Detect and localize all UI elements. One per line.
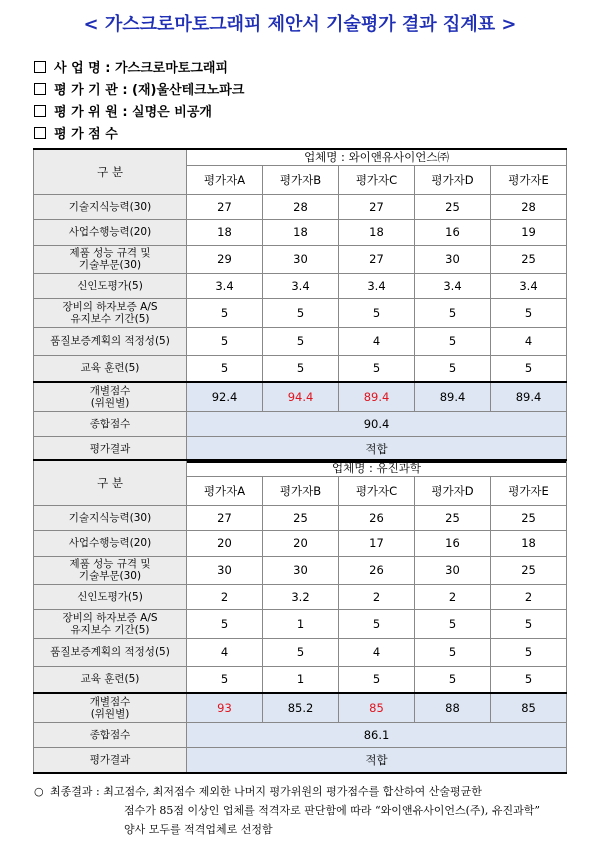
company-header: 업체명 : 와이앤유사이언스㈜ [187,149,567,165]
row-label: 사업수행능력(20) [34,219,187,245]
score-cell: 30 [263,556,339,584]
score-cell: 1 [263,609,339,638]
table-row [34,584,567,609]
score-cell: 18 [187,219,263,245]
score-cell: 5 [187,666,263,693]
individual-score-cell: 88 [415,693,491,722]
company-header: 업체명 : 유진과학 [187,460,567,476]
score-cell: 2 [415,584,491,609]
note-line: 양사 모두를 적격업체로 선정함 [124,823,273,836]
score-cell: 4 [491,327,567,355]
row-label: 종합점수 [34,722,187,747]
score-cell: 5 [263,638,339,666]
row-label: 개별점수 (위원별) [34,382,187,411]
row-label: 품질보증계획의 적정성(5) [34,327,187,355]
score-cell: 5 [491,298,567,327]
checkbox-icon [34,127,46,139]
project-info [34,58,244,146]
score-cell: 5 [415,666,491,693]
score-cell: 5 [263,327,339,355]
row-label: 종합점수 [34,411,187,436]
row-label: 장비의 하자보증 A/S 유지보수 기간(5) [34,298,187,327]
score-cell: 4 [339,327,415,355]
row-label: 평가결과 [34,436,187,462]
table-row [34,609,567,638]
table-row [34,530,567,556]
table-row [34,355,567,382]
individual-score-cell: 85.2 [263,693,339,722]
score-cell: 5 [339,298,415,327]
score-cell: 30 [263,245,339,273]
row-label: 제품 성능 규격 및 기술부문(30) [34,245,187,273]
evaluation-result: 적합 [187,436,567,462]
table-row [34,693,567,722]
score-cell: 27 [339,245,415,273]
table-row [34,722,567,747]
score-cell: 5 [339,666,415,693]
table-row [34,556,567,584]
score-cell: 20 [187,530,263,556]
score-cell: 25 [263,505,339,530]
evaluator-header: 평가자E [491,476,567,505]
score-cell: 3.2 [263,584,339,609]
score-table-company-2 [33,459,567,774]
score-cell: 28 [491,194,567,219]
note-line: 점수가 85점 이상인 업체를 적격자로 판단함에 따라 “와이앤유사이언스(주), 유진과학” [124,804,540,817]
row-label: 품질보증계획의 적정성(5) [34,638,187,666]
score-cell: 5 [339,355,415,382]
table-row [34,327,567,355]
score-cell: 30 [187,556,263,584]
score-cell: 19 [491,219,567,245]
evaluator-header: 평가자B [263,165,339,194]
individual-score-cell: 89.4 [415,382,491,411]
score-cell: 16 [415,219,491,245]
score-cell: 17 [339,530,415,556]
table-row [34,747,567,773]
row-label: 개별점수 (위원별) [34,693,187,722]
evaluator-header: 평가자D [415,165,491,194]
evaluator-header: 평가자E [491,165,567,194]
info-project-name: 사 업 명 : 가스크로마토그래피 [34,58,244,80]
score-cell: 20 [263,530,339,556]
checkbox-icon [34,83,46,95]
score-cell: 5 [187,327,263,355]
individual-score-cell-highlight: 89.4 [339,382,415,411]
individual-score-cell: 85 [491,693,567,722]
table-row [34,411,567,436]
row-label: 신인도평가(5) [34,273,187,298]
evaluation-result: 적합 [187,747,567,773]
score-cell: 3.4 [187,273,263,298]
row-label: 장비의 하자보증 A/S 유지보수 기간(5) [34,609,187,638]
score-cell: 5 [187,298,263,327]
section-header: 구 분 [34,149,187,194]
score-cell: 5 [491,666,567,693]
score-cell: 4 [339,638,415,666]
score-cell: 18 [491,530,567,556]
individual-score-cell: 89.4 [491,382,567,411]
score-cell: 25 [415,505,491,530]
table-row [34,194,567,219]
bullet-icon: ○ [34,785,44,798]
total-score: 86.1 [187,722,567,747]
score-cell: 30 [415,245,491,273]
score-cell: 5 [415,638,491,666]
score-cell: 5 [415,609,491,638]
score-cell: 2 [339,584,415,609]
row-label: 신인도평가(5) [34,584,187,609]
evaluator-header: 평가자B [263,476,339,505]
table-row [34,382,567,411]
table-row [34,666,567,693]
individual-score-cell-highlight: 94.4 [263,382,339,411]
total-score: 90.4 [187,411,567,436]
individual-score-cell: 92.4 [187,382,263,411]
score-cell: 5 [415,355,491,382]
score-cell: 5 [415,327,491,355]
score-cell: 5 [263,298,339,327]
evaluator-header: 평가자A [187,165,263,194]
row-label: 교육 훈련(5) [34,666,187,693]
score-cell: 5 [263,355,339,382]
evaluator-header: 평가자C [339,476,415,505]
table-row [34,273,567,298]
score-cell: 3.4 [339,273,415,298]
row-label: 교육 훈련(5) [34,355,187,382]
score-cell: 2 [491,584,567,609]
checkbox-icon [34,61,46,73]
score-cell: 5 [491,638,567,666]
score-cell: 5 [339,609,415,638]
page-title: < 가스크로마토그래피 제안서 기술평가 결과 집계표 > [83,14,517,35]
table-row [34,505,567,530]
score-cell: 25 [491,556,567,584]
score-cell: 5 [491,609,567,638]
checkbox-icon [34,105,46,117]
note-line: 최종결과 : 최고점수, 최저점수 제외한 나머지 평가위원의 평가점수를 합산하여 산술평균한 [50,785,482,798]
section-header: 구 분 [34,460,187,505]
info-evaluating-agency: 평 가 기 관 : (재)울산테크노파크 [34,80,244,102]
score-cell: 25 [415,194,491,219]
score-cell: 1 [263,666,339,693]
individual-score-cell-highlight: 85 [339,693,415,722]
individual-score-cell-highlight: 93 [187,693,263,722]
evaluator-header: 평가자D [415,476,491,505]
score-cell: 28 [263,194,339,219]
table-row [34,245,567,273]
score-cell: 3.4 [263,273,339,298]
score-table-company-1 [33,148,567,463]
evaluator-header: 평가자A [187,476,263,505]
score-cell: 2 [187,584,263,609]
info-evaluators: 평 가 위 원 : 실명은 비공개 [34,102,244,124]
score-cell: 5 [187,609,263,638]
score-cell: 26 [339,505,415,530]
row-label: 사업수행능력(20) [34,530,187,556]
evaluator-header: 평가자C [339,165,415,194]
score-cell: 25 [491,505,567,530]
score-cell: 16 [415,530,491,556]
table-row [34,638,567,666]
score-cell: 18 [263,219,339,245]
score-cell: 30 [415,556,491,584]
score-cell: 29 [187,245,263,273]
table-row [34,298,567,327]
score-cell: 27 [187,505,263,530]
score-cell: 5 [187,355,263,382]
score-cell: 3.4 [415,273,491,298]
row-label: 기술지식능력(30) [34,505,187,530]
score-cell: 27 [339,194,415,219]
score-cell: 26 [339,556,415,584]
score-cell: 27 [187,194,263,219]
score-cell: 18 [339,219,415,245]
score-cell: 3.4 [491,273,567,298]
row-label: 평가결과 [34,747,187,773]
score-cell: 25 [491,245,567,273]
score-cell: 5 [491,355,567,382]
score-cell: 4 [187,638,263,666]
info-scores-heading: 평 가 점 수 [34,124,244,146]
row-label: 제품 성능 규격 및 기술부문(30) [34,556,187,584]
score-cell: 5 [415,298,491,327]
table-row [34,219,567,245]
row-label: 기술지식능력(30) [34,194,187,219]
